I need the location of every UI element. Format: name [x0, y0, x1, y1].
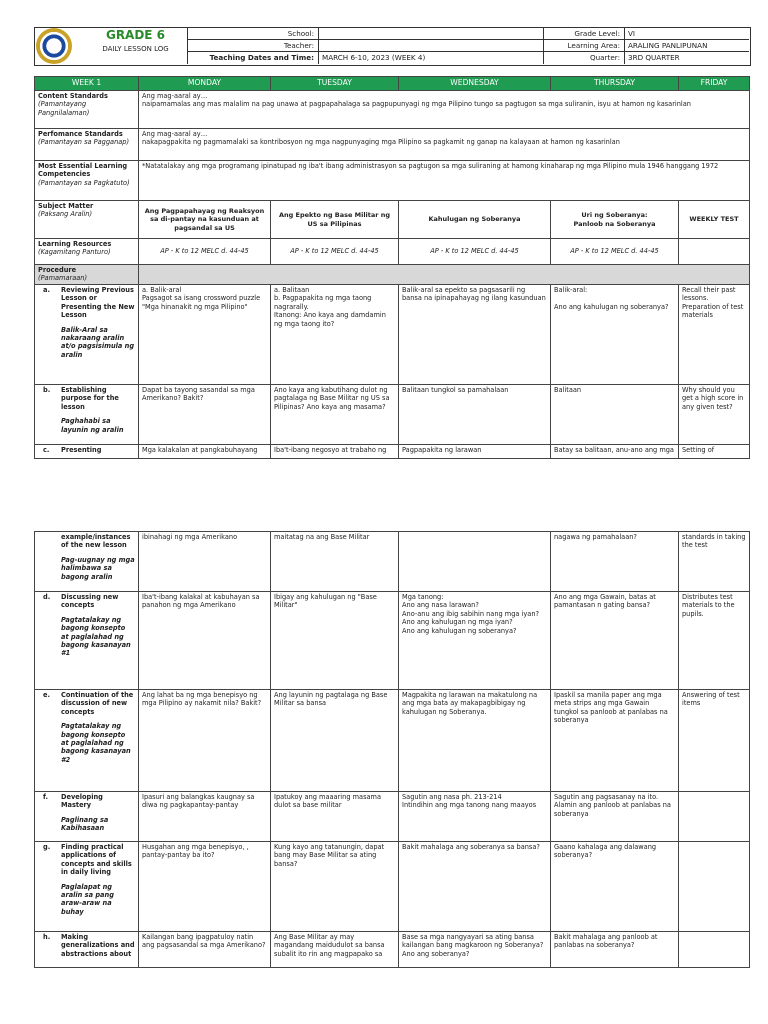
- competencies-row: [35, 161, 750, 201]
- step-row-a: [35, 285, 750, 385]
- resource-wednesday: AP - K to 12 MELC d. 44-45: [399, 239, 551, 265]
- content-standards-sub: (Pamantayang Pangnilalaman): [38, 100, 90, 117]
- step-cell: Iba't-ibang negosyo at trabaho ng: [271, 445, 399, 459]
- step-cell: Distributes test materials to the pupils.: [679, 592, 750, 690]
- step-title: Discussing new concepts: [61, 593, 119, 610]
- step-cell: Ano kaya ang kabutihang dulot ng pagtalaga ng Base Militar ng US sa Pilipinas? Ano kaya ang masama?: [271, 385, 399, 445]
- area-label: Learning Area:: [567, 41, 620, 50]
- header-divider: [624, 27, 625, 64]
- performance-standards-label: Perfomance Standards: [38, 130, 123, 138]
- step-cell: Sagutin ang nasa ph. 213-214 Intindihin ang mga tanong nang maayos: [399, 792, 551, 842]
- quarter-value[interactable]: 3RD QUARTER: [628, 53, 680, 62]
- step-label: [35, 285, 139, 385]
- step-label: [35, 932, 139, 968]
- resources-row: [35, 239, 750, 265]
- step-cell: [679, 932, 750, 968]
- dates-value[interactable]: MARCH 6-10, 2023 (WEEK 4): [322, 53, 426, 62]
- doc-type-title: DAILY LESSON LOG: [102, 45, 169, 53]
- competencies-label: Most Essential Learning Competencies: [38, 162, 128, 179]
- lesson-table-page2: [34, 531, 750, 968]
- step-sub: Pag-uugnay ng mga halimbawa sa bagong aralin: [61, 555, 135, 581]
- step-sub: Pagtatalakay ng bagong konsepto at paglalahad ng bagong kasanayan #1: [61, 615, 131, 658]
- step-cell: Ang Base Militar ay may magandang maidudulot sa bansa subalit ito rin ang magpapako sa: [271, 932, 399, 968]
- step-cell: Ano ang mga Gawain, batas at pamantasan n gating bansa?: [551, 592, 679, 690]
- resources-sub: (Kagamitang Panturo): [38, 248, 111, 257]
- step-row-h: [35, 932, 750, 968]
- step-sub: Balik-Aral sa nakaraang aralin at/o pagsisimula ng aralin: [61, 325, 135, 359]
- dates-label: Teaching Dates and Time:: [209, 53, 314, 62]
- header-divider: [187, 27, 188, 64]
- step-cell: Ibigay ang kahulugan ng "Base Militar": [271, 592, 399, 690]
- step-cell: Mga tanong: Ano ang nasa larawan? Ano-anu ang ibig sabihin nang mga iyan? Ano ang kahulugan ng mga iyan? Ano ang kahulugan ng soberanya?: [399, 592, 551, 690]
- step-cell: Sagutin ang pagsasanay na ito. Alamin ang panloob at panlabas na soberanya: [551, 792, 679, 842]
- step-label: [35, 690, 139, 792]
- step-cell: standards in taking the test: [679, 532, 750, 592]
- step-row-b: [35, 385, 750, 445]
- step-sub: Paghahabi sa layunin ng aralin: [61, 417, 124, 434]
- step-cell: ibinahagi ng mga Amerikano: [139, 532, 271, 592]
- step-cell: Kung kayo ang tatanungin, dapat bang may Base Militar sa ating bansa?: [271, 842, 399, 932]
- subject-monday: Ang Pagpapahayag ng Reaksyon sa di-pantay na kasunduan at pagsandal sa US: [139, 201, 271, 239]
- resources-label: Learning Resources: [38, 240, 112, 248]
- step-letter: g.: [43, 843, 51, 851]
- step-cell: [679, 842, 750, 932]
- col-tuesday: TUESDAY: [271, 77, 399, 91]
- subject-tuesday: Ang Epekto ng Base Militar ng US sa Pilipinas: [271, 201, 399, 239]
- step-cell: Base sa mga nangyayari sa ating bansa kailangan bang magkaroon ng Soberanya? Ano ang soberanya?: [399, 932, 551, 968]
- step-letter: f.: [43, 793, 49, 801]
- subject-matter-row: [35, 201, 750, 239]
- step-letter: b.: [43, 386, 51, 394]
- step-letter: a.: [43, 286, 50, 294]
- resource-thursday: AP - K to 12 MELC d. 44-45: [551, 239, 679, 265]
- subject-thursday: Uri ng Soberanya: Panloob na Soberanya: [551, 201, 679, 239]
- school-label: School:: [287, 29, 314, 38]
- step-letter: [43, 533, 61, 550]
- step-row-d: [35, 592, 750, 690]
- step-sub: Paglinang sa Kabihasaan: [61, 815, 109, 833]
- quarter-label: Quarter:: [589, 53, 620, 62]
- grade-title: GRADE 6: [105, 28, 166, 42]
- step-label: [35, 445, 139, 459]
- step-title: example/instances of the new lesson: [61, 533, 131, 550]
- step-cell: Setting of: [679, 445, 750, 459]
- step-cell: Iba't-ibang kalakal at kabuhayan sa panahon ng mga Amerikano: [139, 592, 271, 690]
- procedure-label: Procedure: [38, 266, 77, 274]
- resource-tuesday: AP - K to 12 MELC d. 44-45: [271, 239, 399, 265]
- step-cell: Ipatukoy ang maaaring masama dulot sa base militar: [271, 792, 399, 842]
- subject-matter-sub: (Paksang Aralin): [38, 210, 93, 219]
- step-label: [35, 385, 139, 445]
- step-cell: Pagpapakita ng larawan: [399, 445, 551, 459]
- col-friday: FRIDAY: [679, 77, 750, 91]
- step-cell: a. Balik-aral Pagsagot sa isang crossword puzzle "Mga hinanakit ng mga Pilipino": [139, 285, 271, 385]
- row-label: [35, 91, 139, 129]
- step-cell: Batay sa balitaan, anu-ano ang mga: [551, 445, 679, 459]
- step-cell: Balitaan tungkol sa pamahalaan: [399, 385, 551, 445]
- step-cell: Gaano kahalaga ang dalawang soberanya?: [551, 842, 679, 932]
- content-standards-text: Ang mag-aaral ay… naipamamalas ang mas malalim na pag unawa at pagpapahalaga sa pagpupunyagi ng mga Pilipino tungo sa pagtugon sa mga suliranin, isyu at hamon ng kasarinlan: [139, 91, 750, 129]
- col-wednesday: WEDNESDAY: [399, 77, 551, 91]
- column-header-row: [35, 77, 750, 91]
- step-row-g: [35, 842, 750, 932]
- step-title: Developing Mastery: [61, 793, 103, 810]
- step-sub: Paglalapat ng aralin sa pang araw-araw na buhay: [61, 882, 114, 916]
- step-letter: d.: [43, 593, 51, 601]
- header-divider: [543, 27, 544, 64]
- step-cell: Ang lahat ba ng mga benepisyo ng mga Pilipino ay nakamit nila? Bakit?: [139, 690, 271, 792]
- step-row-c: [35, 445, 750, 459]
- step-row-e: [35, 690, 750, 792]
- row-label: [35, 265, 139, 285]
- step-letter: h.: [43, 933, 51, 941]
- step-label: [35, 842, 139, 932]
- competencies-text: *Natatalakay ang mga programang ipinatupad ng iba't ibang administrasyon sa pagtugon sa mga suliraning at hamong kinaharap ng mga Pilipino mula 1946 hanggang 1972: [139, 161, 750, 201]
- step-title: Finding practical applications of concepts and skills in daily living: [61, 843, 132, 877]
- performance-standards-text: Ang mag-aaral ay… nakapagpakita ng pagmamalaki sa kontribosyon ng mga nagpunyaging mga Pilipino sa pagkamit ng ganap na kalayaan at hamon ng kasarinlan: [139, 129, 750, 161]
- row-label: [35, 201, 139, 239]
- col-week: WEEK 1: [35, 77, 139, 91]
- deped-seal-icon: [36, 28, 72, 64]
- teacher-label: Teacher:: [283, 41, 314, 50]
- header-line: [187, 51, 749, 52]
- step-cell: Ipaskil sa manila paper ang mga meta strips ang mga Gawain tungkol sa panloob at panlabas na soberanya: [551, 690, 679, 792]
- step-title: Presenting: [61, 446, 102, 454]
- grade-level-value[interactable]: VI: [628, 29, 636, 38]
- step-cell: Ipasuri ang balangkas kaugnay sa diwa ng pagkapantay-pantay: [139, 792, 271, 842]
- step-cell: Magpakita ng larawan na makatulong na ang mga bata ay makapagbibigay ng kahulugan ng Soberanya.: [399, 690, 551, 792]
- step-label: [35, 792, 139, 842]
- step-cell: Kailangan bang ipagpatuloy natin ang pagsasandal sa mga Amerikano?: [139, 932, 271, 968]
- step-letter: c.: [43, 446, 50, 454]
- step-cell: nagawa ng pamahalaan?: [551, 532, 679, 592]
- content-standards-label: Content Standards: [38, 92, 108, 100]
- row-label: [35, 129, 139, 161]
- row-label: [35, 161, 139, 201]
- step-title: Making generalizations and abstractions about: [61, 933, 135, 958]
- subject-matter-label: Subject Matter: [38, 202, 94, 210]
- step-cell: Balik-aral sa epekto sa pagsasarili ng bansa na ipinapahayag ng ilang kasunduan: [399, 285, 551, 385]
- content-standards-row: [35, 91, 750, 129]
- procedure-sub: (Pamamaraan): [38, 274, 88, 283]
- step-cell: Recall their past lessons. Preparation of test materials: [679, 285, 750, 385]
- procedure-filler: [139, 265, 750, 285]
- step-sub: Pagtatalakay ng bagong konsepto at paglalahad ng bagong kasanayan #2: [61, 722, 131, 764]
- step-cell: Balitaan: [551, 385, 679, 445]
- procedure-row: [35, 265, 750, 285]
- competencies-sub: (Pamantayan sa Pagkatuto): [38, 178, 130, 187]
- step-cell: Husgahan ang mga benepisyo, , pantay-pantay ba ito?: [139, 842, 271, 932]
- step-cell: Balik-aral: Ano ang kahulugan ng soberanya?: [551, 285, 679, 385]
- col-thursday: THURSDAY: [551, 77, 679, 91]
- step-cell: [679, 792, 750, 842]
- step-letter: e.: [43, 691, 50, 699]
- resource-friday: [679, 239, 750, 265]
- row-label: [35, 239, 139, 265]
- step-cell: Bakit mahalaga ang soberanya sa bansa?: [399, 842, 551, 932]
- step-cell: Why should you get a high score in any given test?: [679, 385, 750, 445]
- grade-level-label: Grade Level:: [574, 29, 620, 38]
- step-title: Reviewing Previous Lesson or Presenting the New Lesson: [61, 286, 135, 320]
- performance-standards-sub: (Pamantayan sa Pagganap): [38, 138, 130, 147]
- step-cell: maitatag na ang Base Militar: [271, 532, 399, 592]
- header-divider: [318, 27, 319, 64]
- step-title: Continuation of the discussion of new concepts: [61, 691, 134, 716]
- step-cell: Answering of test items: [679, 690, 750, 792]
- step-title: Establishing purpose for the lesson: [61, 386, 119, 411]
- performance-standards-row: [35, 129, 750, 161]
- step-cell: a. Balitaan b. Pagpapakita ng mga taong nagrarally. Itanong: Ano kaya ang damdamin ng mga taong ito?: [271, 285, 399, 385]
- step-cell: Bakit mahalaga ang panloob at panlabas na soberanya?: [551, 932, 679, 968]
- lesson-table-page1: [34, 76, 750, 459]
- step-cell: Ang layunin ng pagtalaga ng Base Militar sa bansa: [271, 690, 399, 792]
- step-cell: [399, 532, 551, 592]
- step-row-f: [35, 792, 750, 842]
- header-line: [187, 39, 749, 40]
- col-monday: MONDAY: [139, 77, 271, 91]
- subject-wednesday: Kahulugan ng Soberanya: [399, 201, 551, 239]
- step-cell: Dapat ba tayong sasandal sa mga Amerikano? Bakit?: [139, 385, 271, 445]
- resource-monday: AP - K to 12 MELC d. 44-45: [139, 239, 271, 265]
- area-value[interactable]: ARALING PANLIPUNAN: [628, 41, 708, 50]
- subject-friday: WEEKLY TEST: [679, 201, 750, 239]
- step-row-c-cont: [35, 532, 750, 592]
- step-cell: Mga kalakalan at pangkabuhayang: [139, 445, 271, 459]
- step-label: [35, 532, 139, 592]
- step-label: [35, 592, 139, 690]
